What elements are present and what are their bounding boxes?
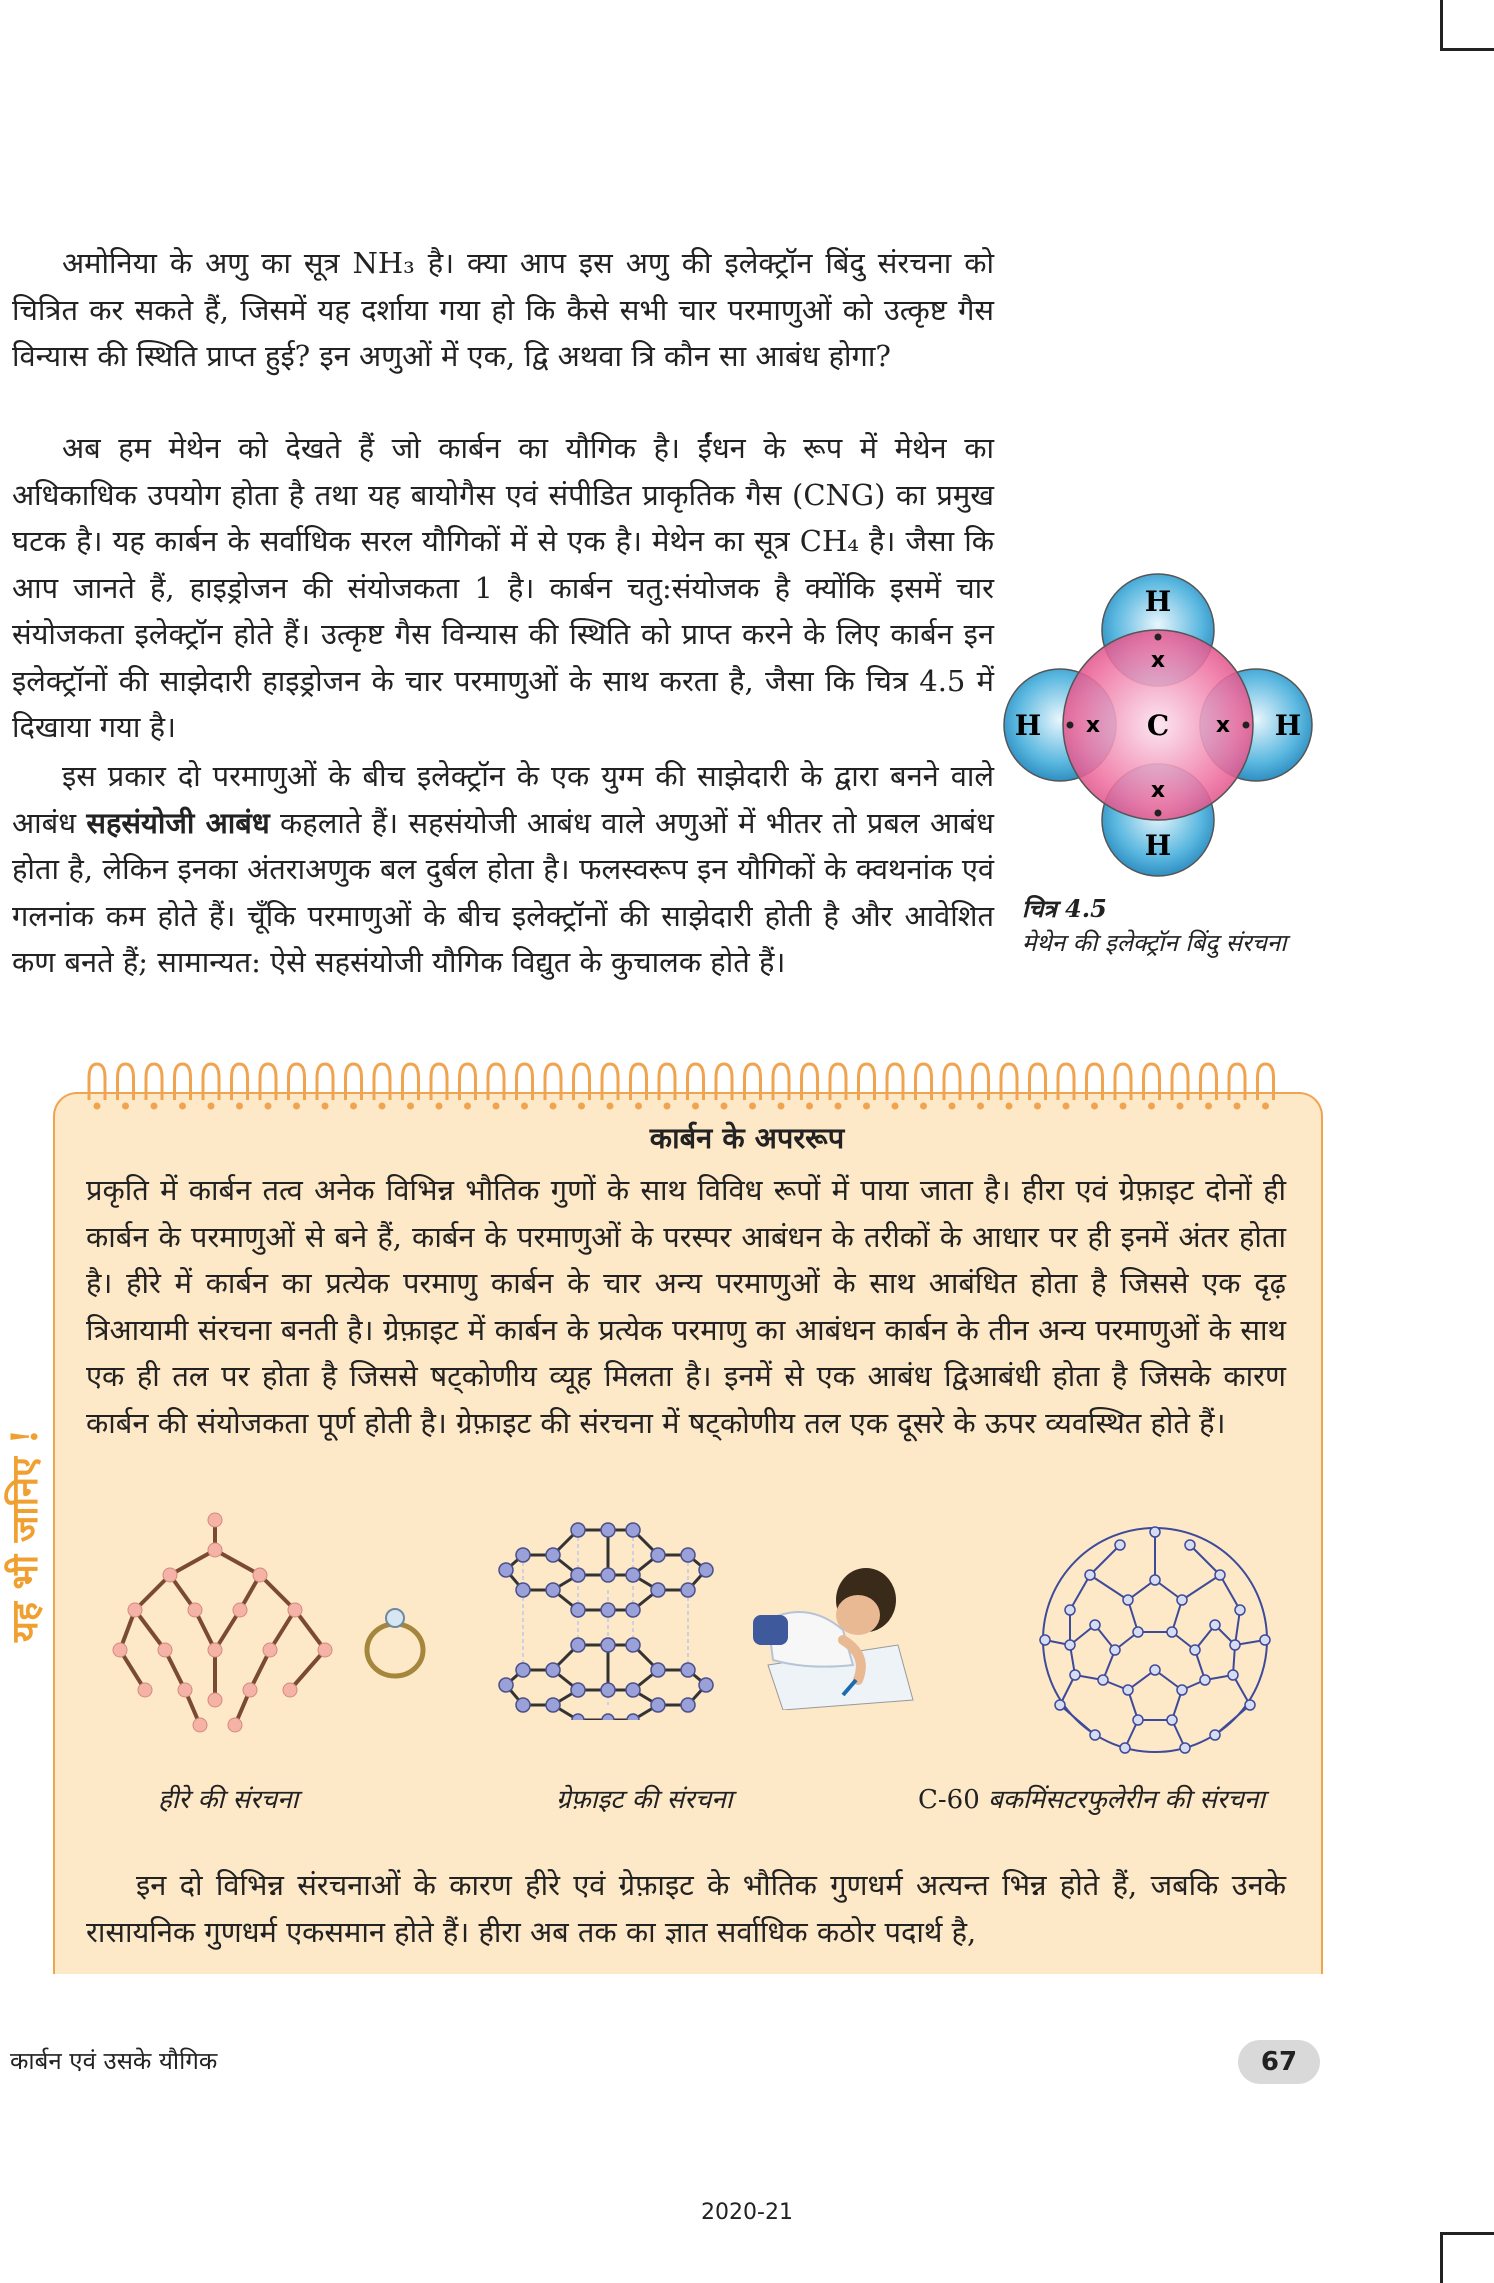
- spiral-hole: [1034, 1103, 1041, 1110]
- spiral-loop: [859, 1064, 875, 1100]
- spiral-hole: [1006, 1103, 1013, 1110]
- side-label-know-more: यह भी जानिए !: [4, 1428, 46, 1642]
- spiral-loop: [517, 1064, 533, 1100]
- crop-mark-top-right: [1440, 0, 1494, 51]
- spiral-hole: [1177, 1103, 1184, 1110]
- spiral-loop: [1229, 1064, 1245, 1100]
- spiral-hole: [350, 1103, 357, 1110]
- spiral-hole: [122, 1103, 129, 1110]
- spiral-loop: [745, 1064, 761, 1100]
- spiral-loop: [317, 1064, 333, 1100]
- spiral-hole: [692, 1103, 699, 1110]
- covalent-text-a: इस प्रकार दो परमाणुओं के बीच इलेक्ट्रॉन के एक युग्म की साझेदारी के द्वारा बनने वाले आबंध: [12, 759, 994, 840]
- spiral-loop: [1087, 1064, 1103, 1100]
- spiral-loop: [118, 1064, 134, 1100]
- covalent-bond-term: सहसंयोजी आबंध: [86, 805, 270, 840]
- spiral-loop: [659, 1064, 675, 1100]
- atom-label-h-top: H: [1144, 585, 1172, 618]
- spiral-hole: [265, 1103, 272, 1110]
- page-number: 67: [1238, 2040, 1320, 2084]
- atom-label-h-bottom: H: [1144, 829, 1172, 862]
- notebook-spiral: [85, 1060, 1285, 1120]
- spiral-hole: [1063, 1103, 1070, 1110]
- figure-caption-text: मेथेन की इलेक्ट्रॉन बिंदु संरचना: [1022, 929, 1287, 957]
- spiral-hole: [208, 1103, 215, 1110]
- spiral-hole: [1205, 1103, 1212, 1110]
- spiral-hole: [322, 1103, 329, 1110]
- spiral-loop: [146, 1064, 162, 1100]
- electron-cross: x: [1215, 713, 1231, 738]
- spiral-hole: [379, 1103, 386, 1110]
- spiral-hole: [949, 1103, 956, 1110]
- atom-label-h-left: H: [1014, 709, 1042, 742]
- methane-electron-dot-diagram: [998, 565, 1318, 885]
- covalent-text-b: कहलाते हैं। सहसंयोजी आबंध वाले अणुओं में भीतर तो प्रबल आबंध होता है, लेकिन इनका अंतराअणुक बल दुर्बल होता है। फलस्वरूप इन यौगिकों के क्वथनांक एवं गलनांक कम होते हैं। चूँकि परमाणुओं के बीच इलेक्ट्रॉनों की साझेदारी होती है और आवेशित कण बनते हैं; सामान्यत: ऐसे सहसंयोजी यौगिक विद्युत के कुचालक होते हैं।: [12, 805, 994, 979]
- footer-chapter-title: कार्बन एवं उसके यौगिक: [10, 2047, 218, 2075]
- spiral-loop: [688, 1064, 704, 1100]
- spiral-hole: [749, 1103, 756, 1110]
- electron-dot: [1155, 634, 1162, 641]
- spiral-loop: [574, 1064, 590, 1100]
- spiral-loop: [374, 1064, 390, 1100]
- spiral-loop: [631, 1064, 647, 1100]
- spiral-hole: [664, 1103, 671, 1110]
- caption-c60: [918, 1780, 1265, 1816]
- spiral-hole: [1234, 1103, 1241, 1110]
- spiral-hole: [464, 1103, 471, 1110]
- infobox-paragraph-1: प्रकृति में कार्बन तत्व अनेक विभिन्न भौतिक गुणों के साथ विविध रूपों में पाया जाता है। हीरा एवं ग्रेफ़ाइट दोनों ही कार्बन के परमाणुओं से बने हैं, कार्बन के परमाणुओं के परस्पर आबंधन के तरीकों के आधार पर ही इनमें अंतर होता है। हीरे में कार्बन का प्रत्येक परमाणु कार्बन के चार अन्य परमाणुओं के साथ आबंधित होता है जिससे एक दृढ़ त्रिआयामी संरचना बनती है। ग्रेफ़ाइट में कार्बन के प्रत्येक परमाणु का आबंधन कार्बन के तीन अन्य परमाणुओं के साथ एक ही तल पर होता है जिससे षट्कोणीय व्यूह मिलता है। इनमें से एक आबंध द्विआबंधी होता है जिसके कारण कार्बन की संयोजकता पूर्ण होती है। ग्रेफ़ाइट की संरचना में षट्कोणीय तल एक दूसरे के ऊपर व्यवस्थित होते हैं।: [86, 1173, 1286, 1440]
- spiral-hole: [607, 1103, 614, 1110]
- spiral-hole: [179, 1103, 186, 1110]
- spiral-hole: [1120, 1103, 1127, 1110]
- spiral-hole: [293, 1103, 300, 1110]
- spiral-loop: [973, 1064, 989, 1100]
- electron-cross: x: [1150, 778, 1166, 803]
- spiral-hole: [920, 1103, 927, 1110]
- spiral-hole: [835, 1103, 842, 1110]
- spiral-hole: [892, 1103, 899, 1110]
- spiral-loop: [260, 1064, 276, 1100]
- spiral-loop: [289, 1064, 305, 1100]
- figure-number: चित्र 4.5: [1022, 894, 1107, 923]
- spiral-hole: [1262, 1103, 1269, 1110]
- spiral-hole: [977, 1103, 984, 1110]
- caption-diamond: हीरे की संरचना: [158, 1785, 299, 1815]
- child-writing-pencil-illustration: [748, 1560, 923, 1710]
- diamond-ring-illustration: [360, 1600, 430, 1680]
- spiral-loop: [773, 1064, 789, 1100]
- spiral-hole: [550, 1103, 557, 1110]
- spiral-hole: [778, 1103, 785, 1110]
- spiral-loop: [1058, 1064, 1074, 1100]
- spiral-hole: [1148, 1103, 1155, 1110]
- caption-c60-text: बकमिंसटरफुलेरीन की संरचना: [988, 1785, 1266, 1815]
- spiral-loop: [89, 1064, 105, 1100]
- caption-c60-prefix: C-60: [918, 1785, 980, 1815]
- caption-graphite: ग्रेफ़ाइट की संरचना: [556, 1785, 733, 1815]
- spiral-loop: [802, 1064, 818, 1100]
- spiral-loop: [488, 1064, 504, 1100]
- diamond-structure-illustration: [90, 1510, 340, 1735]
- electron-dot: [1067, 722, 1074, 729]
- paragraph-ammonia: अमोनिया के अणु का सूत्र NH₃ है। क्या आप इस अणु की इलेक्ट्रॉन बिंदु संरचना को चित्रित कर सकते हैं, जिसमें यह दर्शाया गया हो कि कैसे सभी चार परमाणुओं को उत्कृष्ट गैस विन्यास की स्थिति प्राप्त हुई? इन अणुओं में एक, द्वि अथवा त्रि कौन सा आबंध होगा?: [12, 246, 995, 373]
- spiral-loop: [545, 1064, 561, 1100]
- spiral-hole: [407, 1103, 414, 1110]
- spiral-hole: [635, 1103, 642, 1110]
- spiral-hole: [863, 1103, 870, 1110]
- electron-dot: [1243, 722, 1250, 729]
- spiral-loop: [203, 1064, 219, 1100]
- paragraph-covalent-bond: [12, 753, 994, 986]
- electron-cross: x: [1150, 648, 1166, 673]
- spiral-hole: [236, 1103, 243, 1110]
- spiral-loop: [916, 1064, 932, 1100]
- infobox-paragraph-2: इन दो विभिन्न संरचनाओं के कारण हीरे एवं ग्रेफ़ाइट के भौतिक गुणधर्म अत्यन्त भिन्न होते हैं, जबकि उनके रासायनिक गुणधर्म एकसमान होते हैं। हीरा अब तक का ज्ञात सर्वाधिक कठोर पदार्थ है,: [86, 1868, 1286, 1949]
- spiral-hole: [493, 1103, 500, 1110]
- infobox-title: कार्बन के अपररूप: [649, 1121, 845, 1155]
- spiral-hole: [94, 1103, 101, 1110]
- spiral-loop: [1115, 1064, 1131, 1100]
- spiral-hole: [578, 1103, 585, 1110]
- spiral-loop: [1144, 1064, 1160, 1100]
- graphite-structure-illustration: [498, 1520, 728, 1720]
- spiral-loop: [1030, 1064, 1046, 1100]
- spiral-loop: [232, 1064, 248, 1100]
- spiral-loop: [1201, 1064, 1217, 1100]
- spiral-loop: [1001, 1064, 1017, 1100]
- spiral-loop: [1258, 1064, 1274, 1100]
- spiral-loop: [346, 1064, 362, 1100]
- figure-caption: [1022, 892, 1482, 960]
- spiral-loop: [403, 1064, 419, 1100]
- spiral-hole: [521, 1103, 528, 1110]
- crop-mark-bottom-right: [1440, 2232, 1494, 2283]
- edition-year: 2020-21: [701, 2200, 793, 2225]
- spiral-loop: [175, 1064, 191, 1100]
- spiral-hole: [436, 1103, 443, 1110]
- electron-dot: [1155, 810, 1162, 817]
- spiral-hole: [151, 1103, 158, 1110]
- spiral-loop: [887, 1064, 903, 1100]
- spiral-hole: [721, 1103, 728, 1110]
- spiral-loop: [602, 1064, 618, 1100]
- spiral-loop: [944, 1064, 960, 1100]
- spiral-loop: [716, 1064, 732, 1100]
- spiral-loop: [431, 1064, 447, 1100]
- electron-cross: x: [1085, 713, 1101, 738]
- paragraph-methane: अब हम मेथेन को देखते हैं जो कार्बन का यौगिक है। ईंधन के रूप में मेथेन का अधिकाधिक उपयोग होता है तथा यह बायोगैस एवं संपीडित प्राकृतिक गैस (CNG) का प्रमुख घटक है। यह कार्बन के सर्वाधिक सरल यौगिकों में से एक है। मेथेन का सूत्र CH₄ है। जैसा कि आप जानते हैं, हाइड्रोजन की संयोजकता 1 है। कार्बन चतु:संयोजक है क्योंकि इसमें चार संयोजकता इलेक्ट्रॉन होते हैं। उत्कृष्ट गैस विन्यास की स्थिति को प्राप्त करने के लिए कार्बन इन इलेक्ट्रॉनों की साझेदारी हाइड्रोजन के चार परमाणुओं के साथ करता है, जैसा कि चित्र 4.5 में दिखाया गया है।: [12, 431, 994, 744]
- spiral-loop: [1172, 1064, 1188, 1100]
- atom-label-h-right: H: [1274, 709, 1302, 742]
- atom-label-c: C: [1146, 709, 1170, 742]
- spiral-hole: [806, 1103, 813, 1110]
- buckminsterfullerene-illustration: [1035, 1520, 1275, 1760]
- spiral-loop: [460, 1064, 476, 1100]
- spiral-hole: [1091, 1103, 1098, 1110]
- spiral-loop: [830, 1064, 846, 1100]
